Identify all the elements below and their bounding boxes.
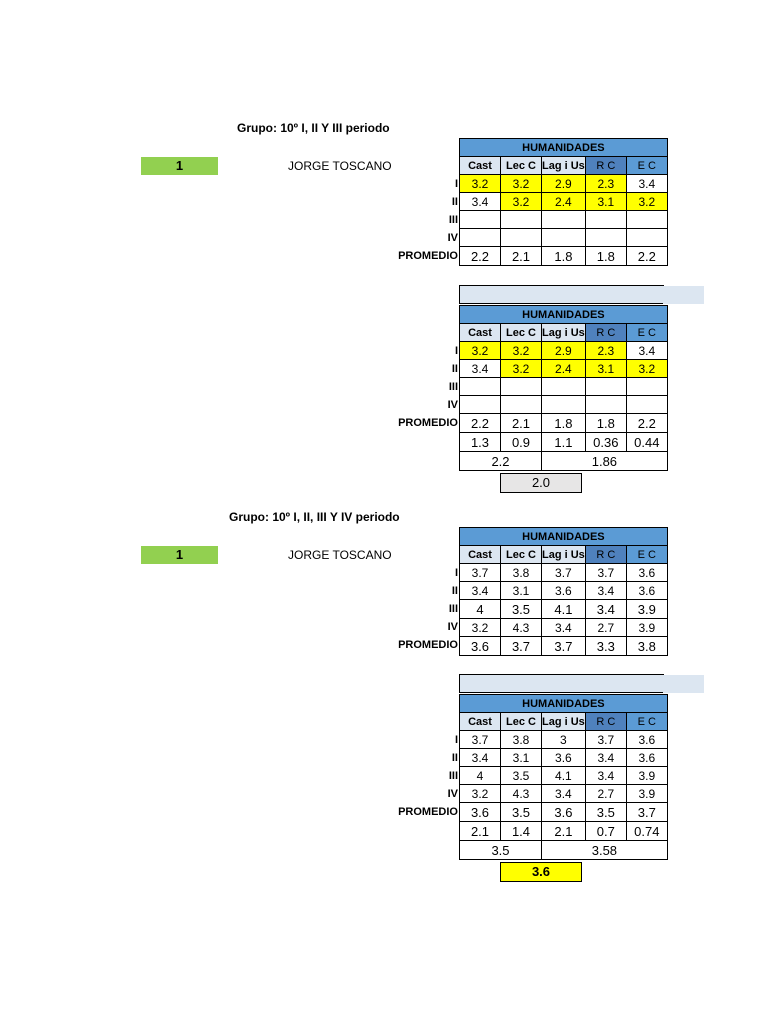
col-header: Cast — [460, 324, 501, 342]
grade-cell[interactable] — [626, 396, 667, 414]
grade-cell[interactable] — [585, 396, 626, 414]
weighted-cell[interactable]: 0.7 — [585, 822, 626, 841]
grade-cell[interactable]: 2.9 — [542, 175, 586, 193]
grade-cell[interactable]: 3.1 — [501, 582, 542, 600]
promedio-cell[interactable]: 2.2 — [626, 414, 667, 433]
grade-cell[interactable]: 3.4 — [626, 342, 667, 360]
grade-cell[interactable] — [626, 229, 667, 247]
grade-cell[interactable]: 3.7 — [585, 564, 626, 582]
row-label-promedio: PROMEDIO — [398, 417, 458, 429]
promedio-cell[interactable]: 2.1 — [501, 247, 542, 266]
grades-table — [459, 138, 668, 266]
row-labels — [370, 342, 458, 432]
grade-cell[interactable]: 3.2 — [626, 193, 667, 211]
row-label-iv: IV — [447, 621, 458, 633]
promedio-cell[interactable]: 3.8 — [626, 637, 667, 656]
row-label-ii: II — [451, 363, 458, 375]
grade-cell[interactable]: 3.1 — [501, 749, 542, 767]
grade-cell[interactable]: 2.3 — [585, 342, 626, 360]
grade-cell[interactable]: 3.7 — [460, 564, 501, 582]
grade-cell[interactable]: 3.6 — [626, 582, 667, 600]
promedio-cell[interactable]: 1.8 — [542, 414, 586, 433]
grades-table — [459, 694, 668, 860]
grade-cell[interactable]: 3.9 — [626, 600, 667, 619]
grade-cell[interactable]: 3.2 — [460, 175, 501, 193]
weighted-cell[interactable]: 0.9 — [501, 433, 542, 452]
row-label-promedio: PROMEDIO — [398, 250, 458, 262]
promedio-cell[interactable]: 2.1 — [501, 414, 542, 433]
grade-cell[interactable] — [626, 378, 667, 396]
row-label-iii: III — [448, 214, 458, 226]
weighted-cell[interactable]: 1.3 — [460, 433, 501, 452]
grade-cell[interactable]: 2.7 — [585, 619, 626, 637]
grade-cell[interactable] — [460, 229, 501, 247]
grade-cell[interactable] — [501, 229, 542, 247]
grade-cell[interactable] — [626, 211, 667, 229]
student-name: JORGE TOSCANO — [288, 159, 392, 173]
promedio-cell[interactable]: 3.7 — [542, 637, 586, 656]
final-grade[interactable]: 3.6 — [500, 862, 582, 882]
weighted-cell[interactable]: 1.4 — [501, 822, 542, 841]
grade-cell[interactable]: 3.6 — [626, 749, 667, 767]
grade-cell[interactable]: 3.2 — [501, 175, 542, 193]
grade-cell[interactable]: 2.3 — [585, 175, 626, 193]
grade-cell[interactable]: 3.4 — [542, 785, 586, 803]
blank-header-bar — [459, 285, 664, 304]
grade-cell[interactable]: 4 — [460, 767, 501, 785]
grade-cell[interactable]: 2.9 — [542, 342, 586, 360]
col-header: Lec C — [501, 324, 542, 342]
promedio-cell[interactable]: 2.2 — [626, 247, 667, 266]
row-label-iii: III — [448, 770, 458, 782]
grade-cell[interactable]: 3.2 — [460, 619, 501, 637]
row-label-iv: IV — [447, 399, 458, 411]
grade-cell[interactable]: 3.2 — [501, 342, 542, 360]
grade-cell[interactable]: 3.4 — [585, 767, 626, 785]
row-label-iv: IV — [447, 232, 458, 244]
col-header: E C — [626, 157, 667, 175]
grade-cell[interactable]: 3.4 — [460, 582, 501, 600]
grade-cell[interactable]: 3.6 — [542, 582, 586, 600]
grade-cell[interactable]: 3 — [542, 731, 586, 749]
promedio-cell[interactable]: 3.6 — [542, 803, 586, 822]
row-label-iv: IV — [447, 788, 458, 800]
grade-cell[interactable]: 3.9 — [626, 785, 667, 803]
row-label-ii: II — [451, 585, 458, 597]
row-label-promedio: PROMEDIO — [398, 639, 458, 651]
grade-cell[interactable]: 3.4 — [585, 600, 626, 619]
grade-cell[interactable]: 3.6 — [542, 749, 586, 767]
blank-header-bar-ext — [663, 286, 704, 304]
row-label-ii: II — [451, 196, 458, 208]
grade-cell[interactable]: 3.2 — [501, 193, 542, 211]
grade-cell[interactable]: 2.7 — [585, 785, 626, 803]
grade-cell[interactable] — [542, 396, 586, 414]
grade-cell[interactable] — [501, 378, 542, 396]
grade-cell[interactable]: 4 — [460, 600, 501, 619]
weighted-cell[interactable]: 0.36 — [585, 433, 626, 452]
grade-cell[interactable]: 3.2 — [460, 342, 501, 360]
row-label-iii: III — [448, 603, 458, 615]
col-header: R C — [585, 546, 626, 564]
promedio-cell[interactable]: 3.7 — [501, 637, 542, 656]
promedio-cell[interactable]: 1.8 — [585, 414, 626, 433]
col-header: Lag i Us — [542, 157, 586, 175]
promedio-cell[interactable]: 2.2 — [460, 247, 501, 266]
grade-cell[interactable]: 3.5 — [501, 767, 542, 785]
row-label-i: I — [454, 178, 458, 190]
grade-cell[interactable]: 3.4 — [460, 193, 501, 211]
grade-cell[interactable]: 3.4 — [585, 582, 626, 600]
student-name: JORGE TOSCANO — [288, 548, 392, 562]
student-number-badge: 1 — [141, 157, 218, 175]
subject-header: HUMANIDADES — [460, 695, 668, 713]
subtotal-cell[interactable]: 1.86 — [542, 452, 668, 471]
row-labels — [370, 731, 458, 821]
grade-cell[interactable] — [501, 211, 542, 229]
subtotal-cell[interactable]: 3.5 — [460, 841, 542, 860]
grade-cell[interactable]: 3.4 — [585, 749, 626, 767]
grade-cell[interactable] — [585, 229, 626, 247]
col-header: R C — [585, 157, 626, 175]
col-header: E C — [626, 324, 667, 342]
grade-cell[interactable]: 4.1 — [542, 767, 586, 785]
col-header: Cast — [460, 546, 501, 564]
promedio-cell[interactable]: 3.3 — [585, 637, 626, 656]
promedio-cell[interactable]: 3.5 — [501, 803, 542, 822]
weighted-cell[interactable]: 0.74 — [626, 822, 667, 841]
grade-cell[interactable]: 2.4 — [542, 193, 586, 211]
weighted-cell[interactable]: 2.1 — [460, 822, 501, 841]
col-header: Lag i Us — [542, 546, 586, 564]
col-header: R C — [585, 324, 626, 342]
promedio-cell[interactable]: 2.2 — [460, 414, 501, 433]
grade-cell[interactable]: 3.4 — [460, 749, 501, 767]
row-label-i: I — [454, 734, 458, 746]
row-label-i: I — [454, 345, 458, 357]
group-title-2: Grupo: 10º I, II, III Y IV periodo — [229, 510, 400, 524]
grade-cell[interactable]: 3.9 — [626, 619, 667, 637]
grade-cell[interactable]: 3.4 — [460, 360, 501, 378]
weighted-cell[interactable]: 0.44 — [626, 433, 667, 452]
student-number-badge: 1 — [141, 546, 218, 564]
grade-cell[interactable] — [585, 211, 626, 229]
grade-cell[interactable]: 3.7 — [542, 564, 586, 582]
weighted-cell[interactable]: 2.1 — [542, 822, 586, 841]
col-header: E C — [626, 546, 667, 564]
grade-cell[interactable]: 3.9 — [626, 767, 667, 785]
row-labels — [370, 564, 458, 654]
grade-cell[interactable] — [542, 229, 586, 247]
grade-cell[interactable]: 4.3 — [501, 785, 542, 803]
grade-cell[interactable]: 3.1 — [585, 193, 626, 211]
row-label-ii: II — [451, 752, 458, 764]
promedio-cell[interactable]: 3.6 — [460, 637, 501, 656]
grade-cell[interactable]: 3.8 — [501, 731, 542, 749]
subject-header: HUMANIDADES — [460, 139, 668, 157]
col-header: Cast — [460, 157, 501, 175]
grade-cell[interactable] — [542, 378, 586, 396]
grade-cell[interactable]: 3.7 — [460, 731, 501, 749]
grade-cell[interactable]: 3.6 — [626, 731, 667, 749]
grade-cell[interactable] — [542, 211, 586, 229]
col-header: Lec C — [501, 546, 542, 564]
final-grade[interactable]: 2.0 — [500, 473, 582, 493]
grades-table — [459, 527, 668, 656]
row-label-promedio: PROMEDIO — [398, 806, 458, 818]
group-title-1: Grupo: 10º I, II Y III periodo — [237, 121, 390, 135]
subtotal-cell[interactable]: 2.2 — [460, 452, 542, 471]
row-label-i: I — [454, 567, 458, 579]
grade-cell[interactable] — [460, 396, 501, 414]
grade-cell[interactable] — [460, 378, 501, 396]
subject-header: HUMANIDADES — [460, 306, 668, 324]
col-header: Lag i Us — [542, 324, 586, 342]
grade-cell[interactable] — [460, 211, 501, 229]
col-header: Cast — [460, 713, 501, 731]
promedio-cell[interactable]: 1.8 — [585, 247, 626, 266]
col-header: E C — [626, 713, 667, 731]
grade-cell[interactable]: 3.2 — [501, 360, 542, 378]
col-header: Lag i Us — [542, 713, 586, 731]
grade-cell[interactable]: 4.1 — [542, 600, 586, 619]
promedio-cell[interactable]: 3.6 — [460, 803, 501, 822]
grade-cell[interactable]: 3.4 — [626, 175, 667, 193]
blank-header-bar — [459, 674, 664, 693]
subtotal-cell[interactable]: 3.58 — [542, 841, 668, 860]
grades-table — [459, 305, 668, 471]
grade-cell[interactable]: 3.2 — [460, 785, 501, 803]
promedio-cell[interactable]: 3.7 — [626, 803, 667, 822]
grade-cell[interactable] — [501, 396, 542, 414]
promedio-cell[interactable]: 3.5 — [585, 803, 626, 822]
grade-cell[interactable]: 3.6 — [626, 564, 667, 582]
grade-cell[interactable]: 3.5 — [501, 600, 542, 619]
col-header: Lec C — [501, 157, 542, 175]
col-header: Lec C — [501, 713, 542, 731]
grade-cell[interactable]: 3.1 — [585, 360, 626, 378]
row-labels — [370, 175, 458, 265]
subject-header: HUMANIDADES — [460, 528, 668, 546]
col-header: R C — [585, 713, 626, 731]
grade-cell[interactable]: 4.3 — [501, 619, 542, 637]
row-label-iii: III — [448, 381, 458, 393]
grade-cell[interactable]: 3.8 — [501, 564, 542, 582]
blank-header-bar-ext — [663, 675, 704, 693]
grade-cell[interactable]: 3.2 — [626, 360, 667, 378]
grade-cell[interactable]: 3.7 — [585, 731, 626, 749]
grade-cell[interactable]: 3.4 — [542, 619, 586, 637]
promedio-cell[interactable]: 1.8 — [542, 247, 586, 266]
grade-cell[interactable] — [585, 378, 626, 396]
grade-cell[interactable]: 2.4 — [542, 360, 586, 378]
weighted-cell[interactable]: 1.1 — [542, 433, 586, 452]
